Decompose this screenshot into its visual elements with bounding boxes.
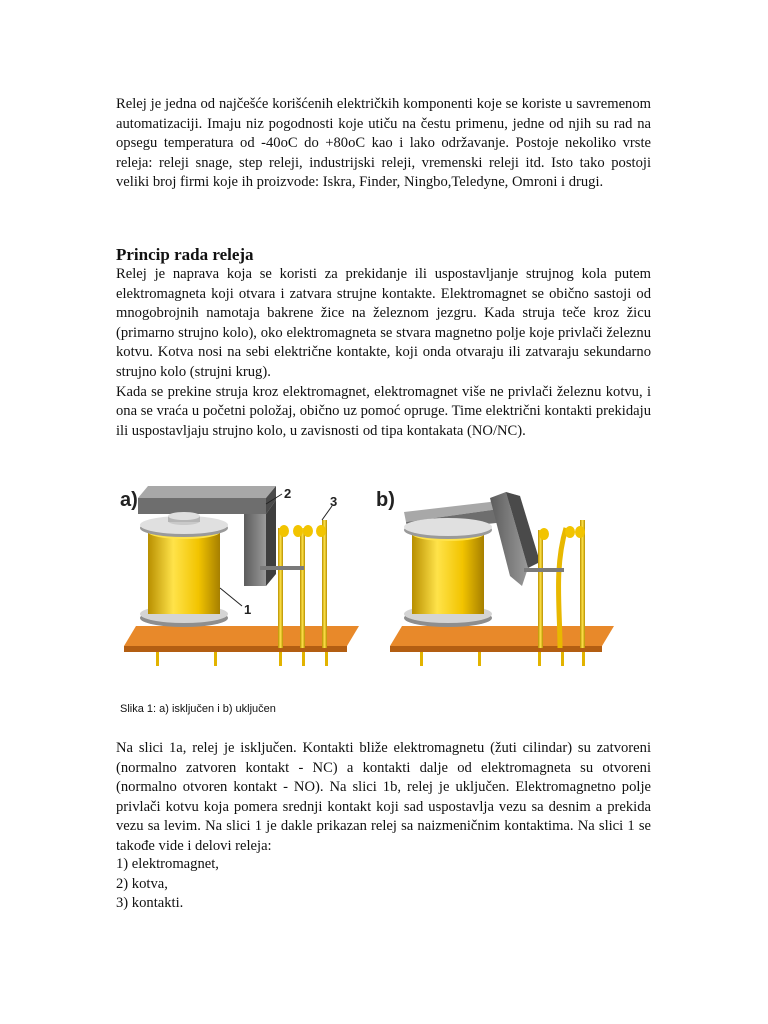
figure-label-a: a)	[120, 489, 138, 511]
part-label-3-a: 3	[330, 494, 338, 509]
explanation-paragraph: Na slici 1a, relej je isključen. Kontakti bliže elektromagnetu (žuti cilindar) su zatvoreni (normalno zatvoren kontakt - NC) a kontakti dalje od elektromagneta su otvoreni (normalno otvoren kontakt - NO). Na slici 1b, relej je uključen. Elektromagnetno polje privlači kotvu koja pomera srednji kontakt koji sad uspostavlja vezu sa desnim a prekida vezu sa levim. Na slici 1 je dakle prikazan relej sa naizmeničnim kontaktima. Na slici 1 se takođe vide i delovi releja:	[116, 740, 651, 854]
electromagnet-a	[148, 532, 220, 614]
list-item: 3) kontakti.	[116, 895, 184, 912]
relay-figure	[114, 478, 674, 683]
part-label-2-a: 2	[284, 486, 292, 501]
relay-on-diagram	[376, 489, 614, 666]
contact-left-b	[538, 530, 543, 648]
relay-off-diagram	[120, 486, 359, 666]
electromagnet-b	[412, 534, 484, 614]
list-item: 1) elektromagnet,	[116, 856, 219, 872]
section-heading: Princip rada releja	[116, 245, 254, 264]
armature-a	[138, 486, 276, 498]
contact-left-a	[278, 528, 283, 648]
figure-label-b: b)	[376, 489, 395, 511]
list-item: 2) kotva,	[116, 875, 168, 892]
part-label-1-a: 1	[244, 602, 252, 617]
contact-right-b	[580, 520, 585, 648]
contact-middle-a	[300, 528, 305, 648]
principle-text	[116, 265, 651, 441]
intro-paragraph: Relej je jedna od najčešće korišćenih električkih komponenti koje se koriste u savremenom automatizaciji. Imaju niz pogodnosti koje utiču na čestu primenu, jedne od njih su rad na opsegu temperatura od -40oC do +80oC kao i lako održavanje. Postoje nekoliko vrste releja: releji snage, step releji, industrijski releji, vremenski releji itd. Isto tako postoji veliki broj firmi koje ih proizvode: Iskra, Finder, Ningbo,Teledyne, Omroni i drugi.	[116, 96, 651, 191]
contact-right-a	[322, 520, 327, 648]
principle-paragraph-2: Kada se prekine struja kroz elektromagnet, elektromagnet više ne privlači železnu kotvu, i ona se vraća u početni položaj, obično uz pomoć opruge. Time električni kontakti prekidaju ili uspostavljaju strujno kolo, u zavisnosti od tipa kontakata (NO/NC).	[116, 383, 651, 439]
principle-paragraph-1: Relej je naprava koja se koristi za prekidanje ili uspostavljanje strujnog kola putem elektromagneta koji otvara i zatvara strujne kontakte. Elektromagnet se obično sastoji od mnogobrojnih namotaja bakrene žice na železnom jezgru. Kada struja teče kroz žicu (primarno strujno kolo), oko elektromagneta se stvara magnetno polje koje privlači železnu kotvu. Kotva nosi na sebi električne kontakte, koji onda otvaraju ili zatvaraju sekundarno strujno kolo (strujni krug).	[116, 266, 651, 380]
parts-list	[116, 855, 219, 914]
figure-caption: Slika 1: a) isključen i b) uključen	[120, 703, 276, 715]
